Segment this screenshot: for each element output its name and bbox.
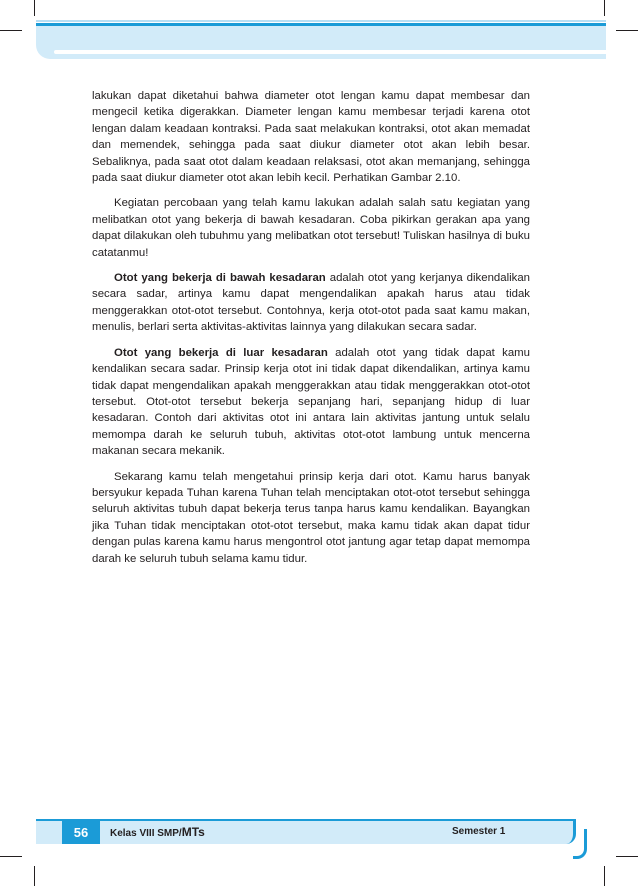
footer-bar-tail <box>573 829 587 859</box>
paragraph-text: adalah otot yang tidak dapat kamu kendalikan secara sadar. Prinsip kerja otot ini tidak dapat dikendalikan, artinya kamu tidak dapat mengendalikan apakah menggerakkan atau tidak menggerakkan otot-otot tersebut. Otot-otot tersebut bekerja sepanjang hari, sepanjang hidup di luar kesadaran. Contoh dari aktivitas otot ini antara lain aktivitas jantung untuk selalu memompa darah ke seluruh tubuh, aktivitas otot-otot lambung untuk mencerna makanan secara mekanik. <box>92 346 530 458</box>
paragraph <box>92 469 530 567</box>
page-number: 56 <box>62 821 100 844</box>
footer-semester-label: Semester 1 <box>452 826 506 837</box>
crop-mark-bottom-left-h <box>0 856 22 857</box>
paragraph-text: lakukan dapat diketahui bahwa diameter otot lengan kamu dapat membesar dan mengecil ketika digerakkan. Diameter lengan kamu membesar terjadi karena otot lengan dalam keadaan kontraksi. Pada saat melakukan kontraksi, otot akan memadat dan memendek, sehingga pada saat diukur diameter otot akan lebih besar. Sebaliknya, pada saat otot dalam keadaan relaksasi, otot akan memanjang, sehingga pada saat diukur diameter otot akan lebih kecil. Perhatikan Gambar 2.10. <box>92 90 530 185</box>
crop-mark-bottom-right-h <box>616 856 638 857</box>
paragraph <box>92 195 530 261</box>
footer-mts-text: MTs <box>181 825 205 839</box>
paragraph <box>92 88 530 186</box>
footer-class-text: Kelas VIII SMP/ <box>110 828 182 839</box>
paragraph-text: Kegiatan percobaan yang telah kamu lakukan adalah salah satu kegiatan yang melibatkan otot yang bekerja di bawah kesadaran. Coba pikirkan gerakan apa yang dapat dilakukan oleh tubuhmu yang melibatkan otot tersebut! Tuliskan hasilnya di buku catatanmu! <box>92 197 530 259</box>
header-line <box>36 20 606 22</box>
header-band <box>36 23 606 59</box>
crop-mark-bottom-left-v <box>34 866 35 886</box>
crop-mark-top-left-v <box>34 0 35 16</box>
body-text <box>92 88 530 576</box>
footer-class-label <box>110 824 205 842</box>
paragraph-text: Sekarang kamu telah mengetahui prinsip kerja dari otot. Kamu harus banyak bersyukur kepada Tuhan karena Tuhan telah menciptakan otot-otot tersebut sehingga seluruh aktivitas tubuh dapat bekerja terus tanpa harus kamu kendalikan. Bayangkan jika Tuhan tidak menciptakan otot-otot tersebut, maka kamu tidak akan dapat tidur dengan pulas karena kamu harus mengontrol otot jantung agar tetap dapat memompa darah ke seluruh tubuh selama kamu tidur. <box>92 470 530 565</box>
bold-term: Otot yang bekerja di luar kesadaran <box>114 346 328 359</box>
crop-mark-top-right-v <box>604 0 605 16</box>
paragraph <box>92 345 530 460</box>
crop-mark-top-left-h <box>0 30 22 31</box>
paragraph-text: adalah otot yang kerjanya dikendalikan secara sadar, artinya kamu dapat mengendalikan apakah harus atau tidak menggerakkan otot-otot tersebut. Contohnya, kerja otot-otot pada saat kamu makan, menulis, berlari serta aktivitas-aktivitas lainnya yang dilakukan secara sadar. <box>92 272 530 334</box>
crop-mark-bottom-right-v <box>604 866 605 886</box>
bold-term: Otot yang bekerja di bawah kesadaran <box>114 272 326 285</box>
paragraph <box>92 270 530 336</box>
crop-mark-top-right-h <box>616 30 638 31</box>
